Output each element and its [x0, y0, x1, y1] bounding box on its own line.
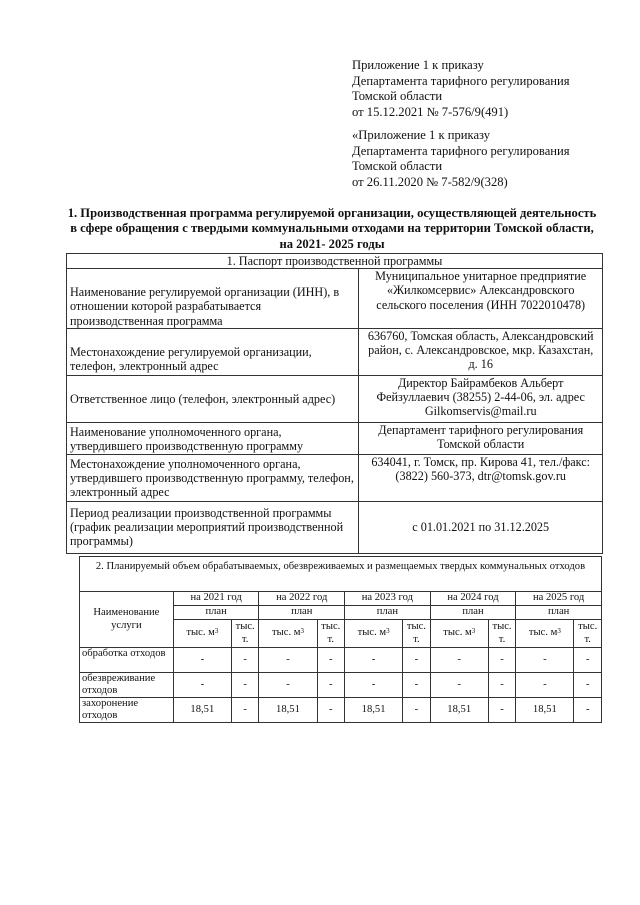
volume-caption: 2. Планируемый объем обрабатываемых, обезвреживаемых и размещаемых твердых коммунальных отходов [80, 557, 602, 592]
appendix-reference-current [352, 58, 570, 120]
plan-header: план [516, 606, 602, 620]
appendix-line: Приложение 1 к приказу [352, 58, 484, 72]
appendix-line: Департамента тарифного регулирования [352, 73, 570, 88]
plan-header: план [259, 606, 345, 620]
plan-header: план [430, 606, 516, 620]
passport-label: Наименование уполномоченного органа, утвердившего производственную программу [67, 422, 359, 454]
value-cell: - [574, 698, 602, 723]
service-name: захоронение отходов [80, 698, 174, 723]
passport-value: 634041, г. Томск, пр. Кирова 41, тел./факс: (3822) 560-373, dtr@tomsk.gov.ru [359, 454, 603, 501]
unit-t-header: тыс. т. [403, 620, 431, 648]
value-cell: - [173, 648, 231, 673]
service-name: обработка отходов [80, 648, 174, 673]
value-cell: - [403, 673, 431, 698]
value-cell: 18,51 [430, 698, 488, 723]
appendix-line: «Приложение 1 к приказу [352, 128, 491, 142]
value-cell: - [259, 648, 317, 673]
passport-label: Период реализации производственной программы (график реализации мероприятий производственной программы) [67, 501, 359, 553]
unit-t-header: тыс. т. [231, 620, 259, 648]
year-header: на 2025 год [516, 592, 602, 606]
value-cell: - [488, 648, 516, 673]
passport-value: с 01.01.2021 по 31.12.2025 [359, 501, 603, 553]
value-cell: - [345, 673, 403, 698]
value-cell: - [488, 673, 516, 698]
value-cell: - [317, 648, 345, 673]
value-cell: - [259, 673, 317, 698]
value-cell: - [403, 648, 431, 673]
service-name: обезвреживание отходов [80, 673, 174, 698]
value-cell: 18,51 [516, 698, 574, 723]
year-header: на 2024 год [430, 592, 516, 606]
passport-value: 636760, Томская область, Александровский район, с. Александровское, мкр. Казахстан, д. 16 [359, 328, 603, 375]
value-cell: - [317, 673, 345, 698]
service-header: Наименование услуги [80, 592, 174, 648]
value-cell: - [574, 673, 602, 698]
passport-value: Директор Байрамбеков Альберт Фейзуллаевич (38255) 2-44-06, эл. адрес Gilkomservis@mail.ru [359, 375, 603, 422]
value-cell: - [173, 673, 231, 698]
value-cell: 18,51 [173, 698, 231, 723]
passport-table [66, 253, 603, 554]
unit-m3-header: тыс. $м^3$ [173, 620, 231, 648]
plan-header: план [345, 606, 431, 620]
unit-t-header: тыс. т. [574, 620, 602, 648]
year-header: на 2021 год [173, 592, 259, 606]
passport-value: Муниципальное унитарное предприятие «Жилкомсервис» Александровского сельского поселения (ИНН 7022010478) [359, 269, 603, 329]
value-cell: - [430, 648, 488, 673]
appendix-line: Томской области [352, 89, 443, 104]
value-cell: - [488, 698, 516, 723]
unit-m3-header: тыс. $м^3$ [430, 620, 488, 648]
passport-label: Местонахождение уполномоченного органа, утвердившего производственную программу, телефон, электронный адрес [67, 454, 359, 501]
value-cell: 18,51 [345, 698, 403, 723]
passport-label: Местонахождение регулируемой организации, телефон, электронный адрес [67, 328, 359, 375]
appendix-line: от 15.12.2021 № 7-576/9(491) [352, 104, 509, 119]
value-cell: - [516, 648, 574, 673]
value-cell: - [317, 698, 345, 723]
unit-m3-header: тыс. $м^3$ [345, 620, 403, 648]
year-header: на 2023 год [345, 592, 431, 606]
value-cell: - [430, 673, 488, 698]
document-title: 1. Производственная программа регулируемой организации, осуществляющей деятельность в сфере обращения с твердыми коммунальными отходами на территории Томской области, на 2021- 2025 годы [67, 206, 597, 251]
value-cell: 18,51 [259, 698, 317, 723]
plan-header: план [173, 606, 259, 620]
unit-t-header: тыс. т. [488, 620, 516, 648]
value-cell: - [516, 673, 574, 698]
passport-label: Ответственное лицо (телефон, электронный адрес) [67, 375, 359, 422]
table-row [80, 698, 602, 723]
table-row [80, 648, 602, 673]
appendix-reference-original [352, 128, 570, 190]
passport-value: Департамент тарифного регулирования Томской области [359, 422, 603, 454]
value-cell: - [231, 648, 259, 673]
value-cell: - [345, 648, 403, 673]
value-cell: - [574, 648, 602, 673]
appendix-line: Томской области [352, 159, 443, 174]
table-row [80, 673, 602, 698]
volume-table [79, 556, 602, 723]
value-cell: - [231, 673, 259, 698]
year-header: на 2022 год [259, 592, 345, 606]
appendix-line: от 26.11.2020 № 7-582/9(328) [352, 174, 508, 189]
value-cell: - [231, 698, 259, 723]
unit-m3-header: тыс. $м^3$ [259, 620, 317, 648]
passport-label: Наименование регулируемой организации (ИНН), в отношении которой разрабатывается производственная программа [67, 269, 359, 329]
passport-header: 1. Паспорт производственной программы [67, 254, 603, 269]
appendix-line: Департамента тарифного регулирования [352, 143, 570, 158]
unit-t-header: тыс. т. [317, 620, 345, 648]
unit-m3-header: тыс. $м^3$ [516, 620, 574, 648]
value-cell: - [403, 698, 431, 723]
